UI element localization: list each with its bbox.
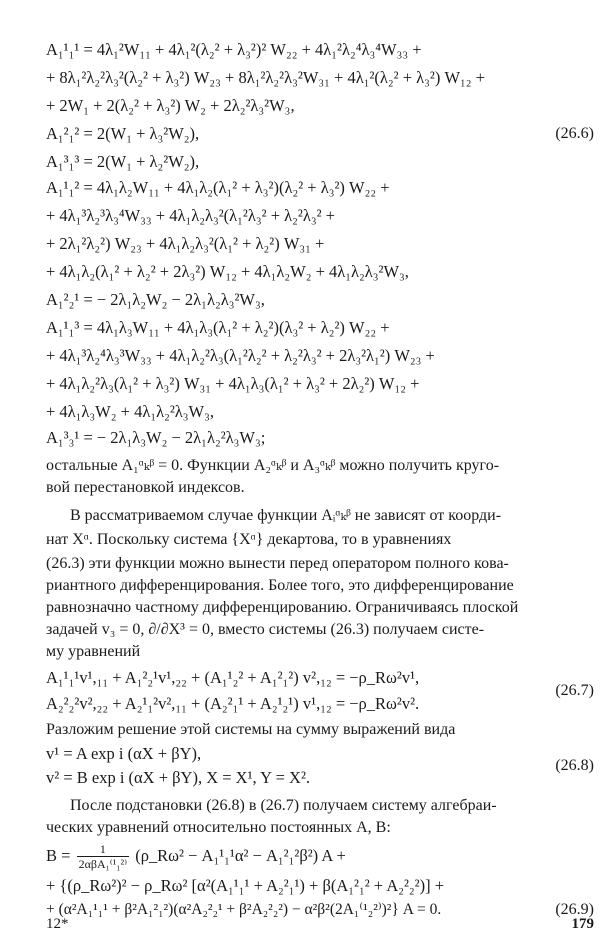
equation-number: (26.7) (555, 682, 594, 699)
equation-line: A₂²₂²v²,₂₂ + A₂¹₁²v²,₁₁ + (A₂²₁¹ + A₂¹₂¹) v¹,₁₂ = −ρ_Rω²v². (46, 694, 420, 713)
fraction (77, 842, 130, 872)
equation-line: + 4λ₁³λ₂⁴λ₃³W₃₃ + 4λ₁λ₂²λ₃(λ₁²λ₂² + λ₂²λ₃² + 2λ₃²λ₁²) W₂₃ + (46, 346, 435, 365)
paragraph-line: риантного дифференцирования. Более того, это дифференцирование (46, 577, 514, 594)
equation-line: + 4λ₁λ₃W₂ + 4λ₁λ₂²λ₃W₃, (46, 402, 214, 421)
paragraph-line: задачей v₃ = 0, ∂/∂X³ = 0, вместо системы (26.3) получаем систе- (46, 621, 485, 638)
paragraph-line: (26.3) эти функции можно вынести перед оператором полного кова- (46, 555, 509, 572)
equation-line: v² = B exp i (αX + βY), X = X¹, Y = X². (46, 768, 311, 787)
printer-signature: 12* (46, 916, 69, 932)
equation-line: v¹ = A exp i (αX + βY), (46, 744, 202, 763)
equation-line: A₁¹₁³ = 4λ₁λ₃W₁₁ + 4λ₁λ₃(λ₁² + λ₂²)(λ₃² + λ₂²) W₂₂ + (46, 318, 390, 337)
equation-line: A₁²₁² = 2(W₁ + λ₃²W₂), (46, 124, 200, 143)
paragraph-line: ческих уравнений относительно постоянных A, B: (46, 819, 391, 836)
equation-line: A₁¹₁¹v¹,₁₁ + A₁²₂¹v¹,₂₂ + (A₁¹₂² + A₁²₁²) v²,₁₂ = −ρ_Rω²v¹, (46, 668, 420, 687)
equation-line: + {(ρ_Rω²)² − ρ_Rω² [α²(A₁¹₁¹ + A₂²₁¹) + β(A₁²₁² + A₂²₂²)] + (46, 876, 445, 895)
paragraph-line: В рассматриваемом случае функции Aᵢᵅₖᵝ не зависят от коорди- (70, 507, 502, 524)
equation-line: + 8λ₁²λ₂²λ₃²(λ₂² + λ₃²) W₂₃ + 8λ₁²λ₂²λ₃²W₃₁ + 4λ₁²(λ₂² + λ₃²) W₁₂ + (46, 68, 485, 87)
equation-rest: (ρ_Rω² − A₁¹₁¹α² − A₁²₁²β²) A + (135, 845, 346, 865)
equation-line: + 2λ₁²λ₂²) W₂₃ + 4λ₁λ₂λ₃²(λ₁² + λ₂²) W₃₁ + (46, 234, 325, 253)
equation-line: + 4λ₁λ₂²λ₃(λ₁² + λ₃²) W₃₁ + 4λ₁λ₃(λ₁² + λ₃² + 2λ₂²) W₁₂ + (46, 374, 420, 393)
paragraph-line: му уравнений (46, 643, 141, 660)
equation-line: A₁¹₁¹ = 4λ₁²W₁₁ + 4λ₁²(λ₂² + λ₃²)² W₂₂ + 4λ₁²λ₂⁴λ₃⁴W₃₃ + (46, 40, 422, 59)
paragraph-line: равнозначно частному дифференцированию. Ограничиваясь плоской (46, 599, 519, 616)
equation-line: + 4λ₁³λ₂³λ₃⁴W₃₃ + 4λ₁λ₂λ₃²(λ₁²λ₃² + λ₂²λ₃² + (46, 206, 335, 225)
equation-line: A₁¹₁² = 4λ₁λ₂W₁₁ + 4λ₁λ₂(λ₁² + λ₃²)(λ₂² + λ₃²) W₂₂ + (46, 178, 390, 197)
equation-line: A₁²₂¹ = − 2λ₁λ₂W₂ − 2λ₁λ₂λ₃²W₃, (46, 290, 265, 309)
paragraph-line: вой перестановкой индексов. (46, 479, 245, 496)
equation-line (46, 842, 346, 872)
fraction-numerator: 1 (77, 842, 130, 857)
equation-lhs: B = (46, 845, 71, 865)
paragraph-line: остальные A₁ᵅₖᵝ = 0. Функции A₂ᵅₖᵝ и A₃ᵅₖᵝ можно получить круго- (46, 457, 500, 474)
paragraph-line: Разложим решение этой системы на сумму выражений вида (46, 721, 456, 738)
equation-line: + (α²A₁¹₁¹ + β²A₁²₁²)(α²A₂²₂¹ + β²A₂²₂²) − α²β²(2A₁⁽¹₂²⁾)²} A = 0. (46, 901, 442, 918)
equation-number: (26.9) (555, 901, 594, 918)
fraction-denominator: 2αβA₁⁽¹₁²⁾ (78, 857, 128, 871)
equation-line: A₁³₃¹ = − 2λ₁λ₃W₂ − 2λ₁λ₂²λ₃W₃; (46, 428, 266, 447)
paragraph-line: После подстановки (26.8) в (26.7) получаем систему алгебраи- (70, 797, 497, 814)
equation-number: (26.6) (555, 125, 594, 142)
equation-line: + 2W₁ + 2(λ₂² + λ₃²) W₂ + 2λ₂²λ₃²W₃, (46, 96, 295, 115)
page-number: 179 (571, 916, 594, 932)
paragraph-line: нат Xᵅ. Поскольку система {Xᵅ} декартова, то в уравнениях (46, 531, 452, 548)
equation-line: A₁³₁³ = 2(W₁ + λ₂²W₂), (46, 152, 200, 171)
equation-line: + 4λ₁λ₂(λ₁² + λ₂² + 2λ₃²) W₁₂ + 4λ₁λ₂W₂ + 4λ₁λ₂λ₃²W₃, (46, 262, 409, 281)
equation-number: (26.8) (555, 757, 594, 774)
